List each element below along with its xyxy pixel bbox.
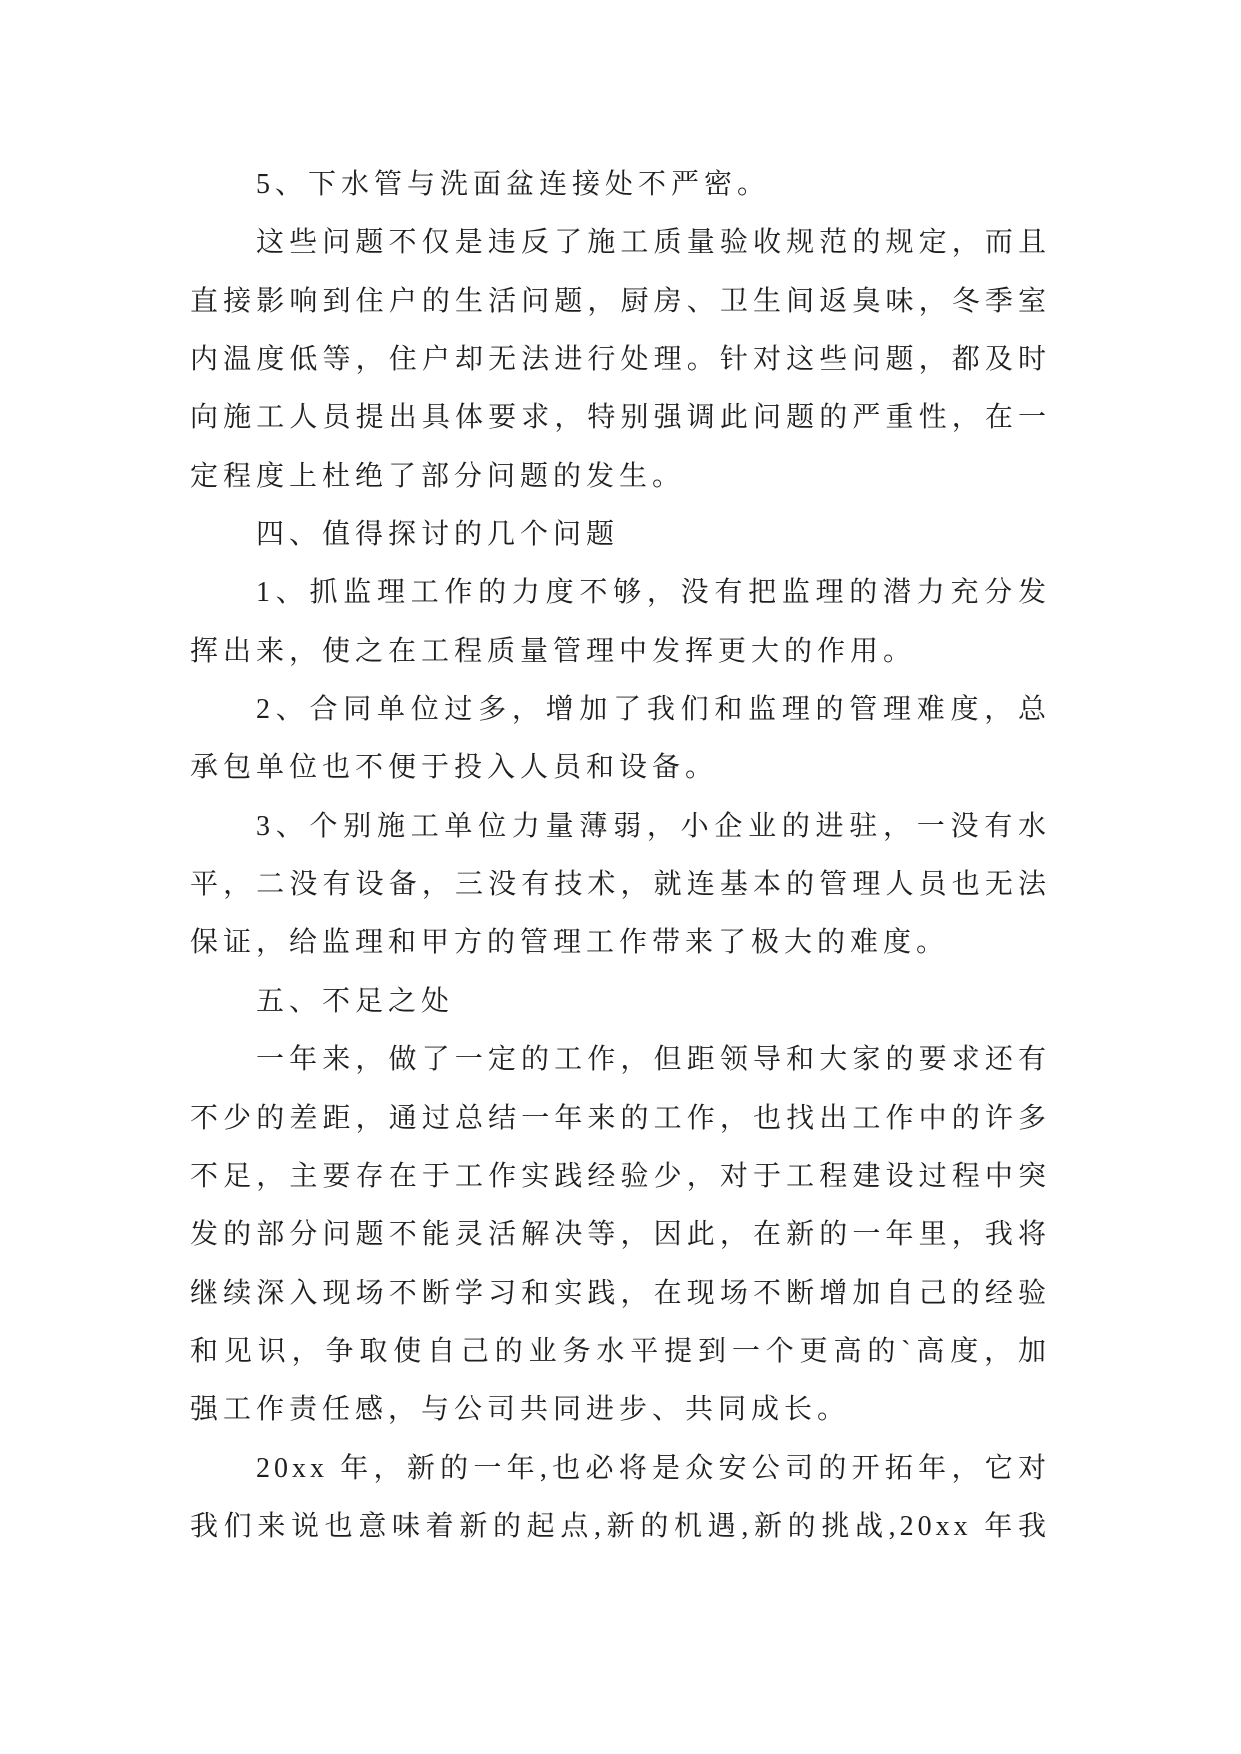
text-line: 内温度低等，住户却无法进行处理。针对这些问题，都及时 [190,344,1050,376]
text-line: 强工作责任感，与公司共同进步、共同成长。 [190,1394,851,1426]
text-line: 1、抓监理工作的力度不够，没有把监理的潜力充分发 [256,577,1050,609]
paragraph-new-year [190,1440,1050,1557]
text-line: 我们来说也意味着新的起点,新的机遇,新的挑战,20xx 年我 [190,1510,1050,1542]
text-line: 5、下水管与洗面盆连接处不严密。 [256,169,771,200]
paragraph-issue-3 [190,798,1050,973]
paragraph-shortcomings [190,1031,1050,1439]
text-line: 平，二没有设备，三没有技术，就连基本的管理人员也无法 [190,869,1050,901]
text-line: 20xx 年，新的一年,也必将是众安公司的开拓年，它对 [256,1452,1050,1484]
section-heading: 四、值得探讨的几个问题 [256,519,620,551]
section-heading-4 [190,506,1050,564]
section-heading-5 [190,973,1050,1031]
text-line: 不足，主要存在于工作实践经验少，对于工程建设过程中突 [190,1160,1050,1192]
text-line: 3、个别施工单位力量薄弱，小企业的进驻，一没有水 [256,810,1050,842]
text-line: 不少的差距，通过总结一年来的工作，也找出工作中的许多 [190,1102,1050,1134]
text-line: 一年来，做了一定的工作，但距领导和大家的要求还有 [256,1044,1050,1076]
text-line: 直接影响到住户的生活问题，厨房、卫生间返臭味，冬季室 [190,285,1050,317]
text-line: 挥出来，使之在工程质量管理中发挥更大的作用。 [190,635,917,667]
section-heading: 五、不足之处 [256,985,455,1017]
text-line: 2、合同单位过多，增加了我们和监理的管理难度，总 [256,694,1050,726]
text-line: 定程度上杜绝了部分问题的发生。 [190,460,686,492]
paragraph-issue-1 [190,564,1050,681]
text-line: 和见识，争取使自己的业务水平提到一个更高的`高度，加 [190,1335,1050,1367]
text-line: 这些问题不仅是违反了施工质量验收规范的规定，而且 [256,227,1050,259]
document-body [190,156,1050,1556]
text-line: 发的部分问题不能灵活解决等，因此，在新的一年里，我将 [190,1219,1050,1251]
text-line: 向施工人员提出具体要求，特别强调此问题的严重性，在一 [190,402,1050,434]
text-line: 承包单位也不便于投入人员和设备。 [190,752,719,784]
text-line: 继续深入现场不断学习和实践，在现场不断增加自己的经验 [190,1277,1050,1309]
paragraph-issue-2 [190,681,1050,798]
text-line: 保证，给监理和甲方的管理工作带来了极大的难度。 [190,927,950,959]
paragraph-item-5 [190,156,1050,214]
paragraph-problems-impact [190,214,1050,506]
